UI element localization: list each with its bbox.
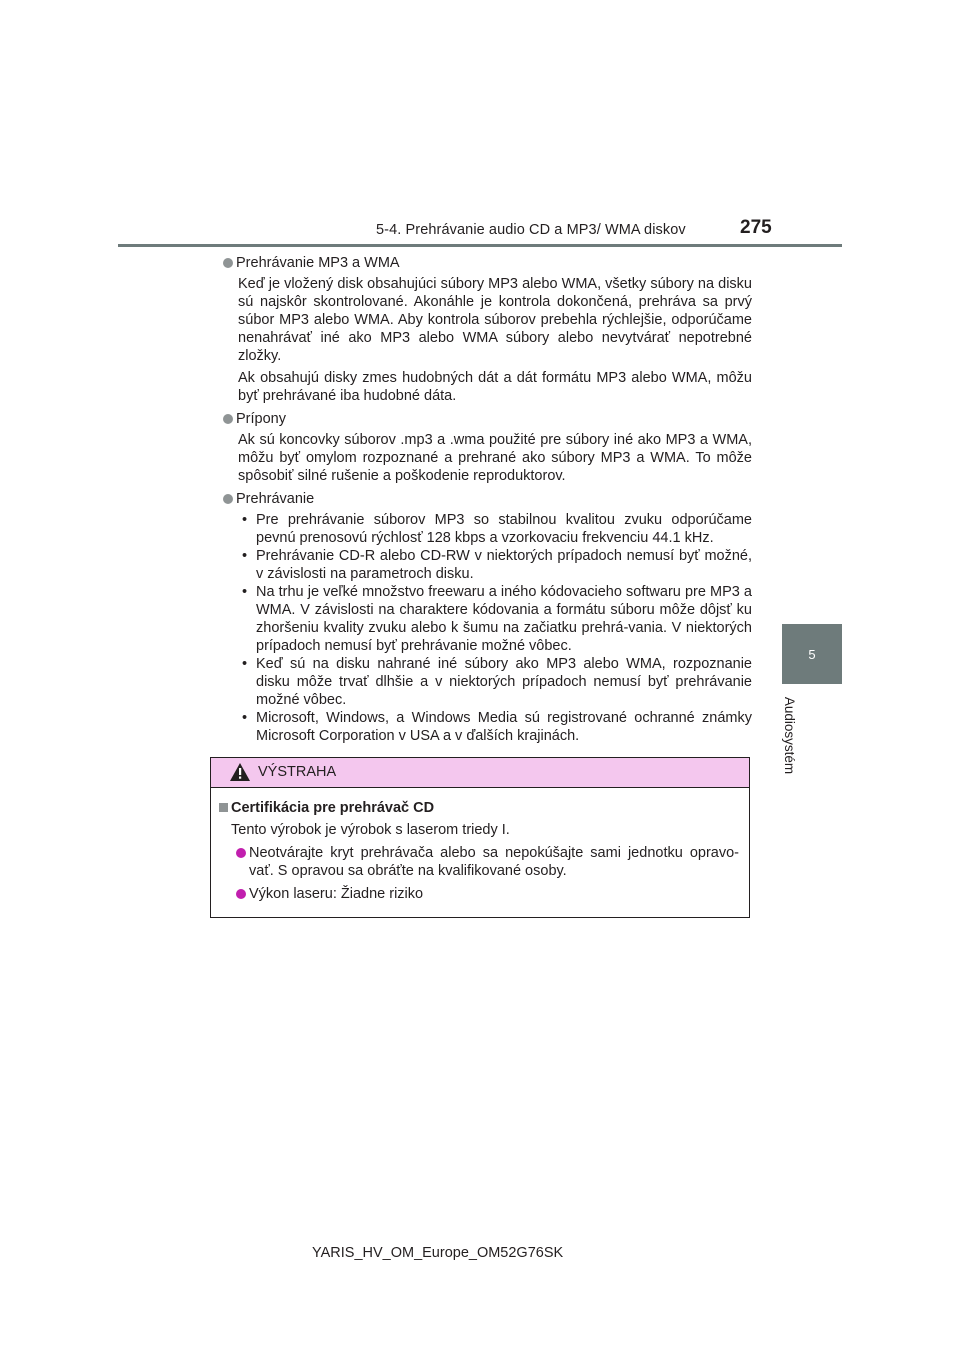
chapter-number: 5 — [808, 646, 816, 662]
warning-triangle-icon — [229, 762, 251, 782]
list-marker: • — [242, 710, 248, 726]
section-heading-text: Prehrávanie — [236, 491, 315, 507]
warning-bullet-text: Výkon laseru: Žiadne riziko — [249, 886, 424, 902]
section-heading-text: Prehrávanie MP3 a WMA — [236, 255, 400, 271]
warning-bullet — [236, 885, 739, 903]
paragraph: Keď je vložený disk obsahujúci súbory MP3 alebo WMA, všetky súbory na disku sú najskôr skontrolované. Akonáhle je kontrola dokončená, prehráva sa prvý súbor MP3 alebo WMA. Aby kontrola súborov prebehla rýchlejšie, odporúčame nenahrávať iné ako MP3 alebo WMA súbory alebo nevytvárať nepotrebné zložky. — [238, 276, 752, 364]
square-bullet-icon — [219, 803, 228, 812]
list-item — [242, 655, 752, 709]
list-item — [242, 583, 752, 655]
list-item — [242, 709, 752, 745]
header-section-title: 5-4. Prehrávanie audio CD a MP3/ WMA diskov — [376, 222, 686, 238]
list-item — [242, 547, 752, 583]
header-rule — [118, 244, 842, 247]
warning-title: VÝSTRAHA — [258, 764, 337, 780]
list-item-text: Pre prehrávanie súborov MP3 so stabilnou kvalitou zvuku odporúčame pevnú prenosovú rýchlosť 128 kbps a vzorkovaciu frekvenciu 44.1 kHz. — [256, 512, 752, 546]
footer-document-code: YARIS_HV_OM_Europe_OM52G76SK — [312, 1245, 564, 1261]
bullet-dot-icon — [223, 494, 233, 504]
paragraph: Ak sú koncovky súborov .mp3 a .wma použité pre súbory iné ako MP3 a WMA, môžu byť omylom rozpoznané a prehrané ako súbory MP3 a WMA. To môže spôsobiť silné rušenie a poškodenie reproduktorov. — [238, 432, 752, 484]
section-heading — [222, 254, 752, 272]
bullet-dot-icon — [236, 889, 246, 899]
list-item-text: Keď sú na disku nahrané iné súbory ako MP3 alebo WMA, rozpoznanie disku môže trvať dlhšie a v niektorých prípadoch nemusí byť prehrávanie možné vôbec. — [256, 656, 752, 708]
chapter-title — [768, 690, 812, 780]
section-heading-text: Prípony — [236, 411, 286, 427]
warning-box — [210, 757, 750, 918]
bullet-dot-icon — [236, 848, 246, 858]
paragraph: Ak obsahujú disky zmes hudobných dát a dát formátu MP3 alebo WMA, môžu byť prehrávané iba hudobné dáta. — [238, 370, 752, 404]
warning-text: Tento výrobok je výrobok s laserom triedy I. — [231, 822, 510, 838]
section-heading — [222, 490, 752, 508]
warning-heading-text: Certifikácia pre prehrávač CD — [231, 800, 435, 816]
chapter-title-text: Audiosystém — [782, 696, 798, 774]
warning-bullet — [236, 844, 739, 880]
list-marker: • — [242, 548, 248, 564]
list-marker: • — [242, 656, 248, 672]
list-item-text: Na trhu je veľké množstvo freewaru a iného kódovacieho softwaru pre MP3 a WMA. V závislosti na charaktere kódovania a formátu súboru môže dôjsť ku zhoršeniu kvality zvuku alebo k šumu na začiatku prehrá-vania. V niektorých prípadoch nemusí byť prehrávanie možné vôbec. — [256, 584, 752, 654]
bullet-dot-icon — [223, 414, 233, 424]
warning-header — [211, 758, 749, 788]
playback-notes-list — [242, 511, 752, 745]
list-item-text: Microsoft, Windows, a Windows Media sú registrované ochranné známky Microsoft Corporation v USA a v ďalších krajinách. — [256, 710, 752, 744]
list-marker: • — [242, 584, 248, 600]
chapter-tab — [782, 624, 842, 684]
warning-bullet-text: Neotvárajte kryt prehrávača alebo sa nepokúšajte sami jednotku opravo-vať. S opravou sa obráťte na kvalifikované osoby. — [249, 845, 739, 879]
main-content — [222, 254, 752, 745]
warning-heading — [219, 799, 739, 817]
list-item — [242, 511, 752, 547]
section-heading — [222, 410, 752, 428]
list-item-text: Prehrávanie CD-R alebo CD-RW v niektorých prípadoch nemusí byť možné, v závislosti na parametroch disku. — [256, 548, 752, 582]
page-number: 275 — [740, 217, 772, 238]
bullet-dot-icon — [223, 258, 233, 268]
warning-body — [211, 788, 749, 903]
list-marker: • — [242, 512, 248, 528]
